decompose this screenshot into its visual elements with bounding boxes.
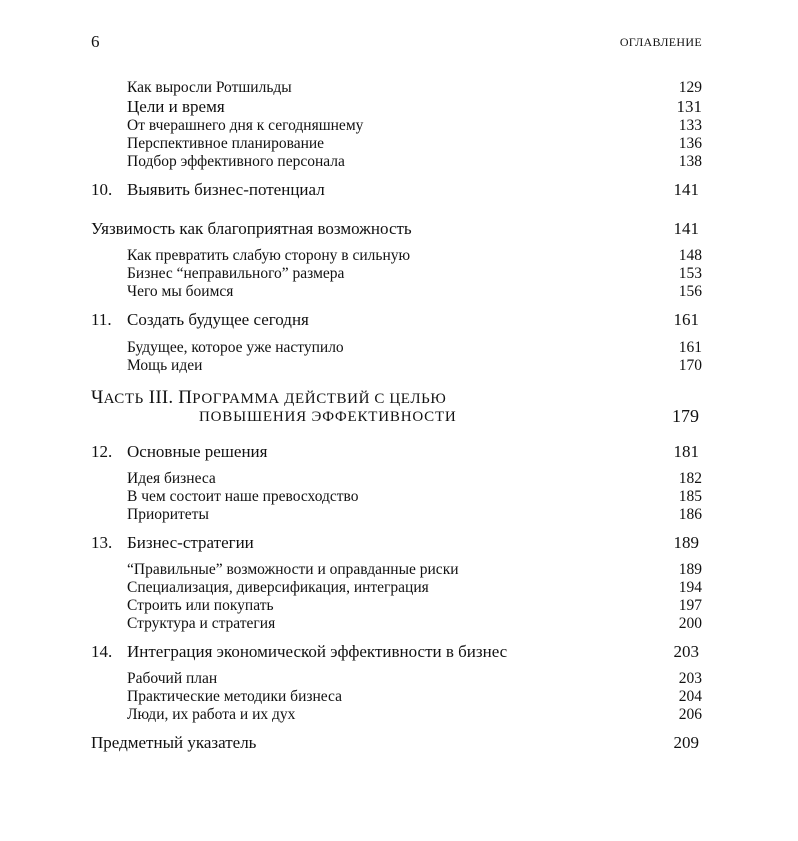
toc-entry-title: Бизнес “неправильного” размера (127, 265, 345, 282)
part-title-rest: РОГРАММА ДЕЙСТВИЙ С ЦЕЛЬЮ (192, 391, 447, 407)
toc-entry[interactable] (0, 687, 798, 707)
toc-entry[interactable] (0, 152, 798, 172)
part-numeral: III. (148, 387, 174, 408)
toc-entry-page: 129 (678, 79, 702, 96)
toc-chapter-10[interactable] (0, 180, 798, 200)
chapter-number: 14. (91, 642, 113, 661)
toc-entry-title: Как выросли Ротшильды (127, 79, 292, 96)
toc-entry[interactable] (0, 78, 798, 98)
toc-entry[interactable] (0, 246, 798, 266)
toc-entry-title: Мощь идеи (127, 357, 203, 374)
section-page: 209 (673, 733, 699, 752)
toc-entry-page: 170 (678, 357, 702, 374)
toc-entry-title: Приоритеты (127, 506, 209, 523)
toc-entry-page: 194 (678, 579, 702, 596)
toc-entry[interactable] (0, 705, 798, 725)
toc-entry-title: Специализация, диверсификация, интеграция (127, 579, 429, 596)
toc-entry-page: 197 (678, 597, 702, 614)
toc-chapter-14[interactable] (0, 642, 798, 662)
section-page: 141 (673, 219, 699, 238)
part-label-rest: АСТЬ (103, 391, 144, 407)
toc-entry[interactable] (0, 116, 798, 136)
toc-entry[interactable] (0, 264, 798, 284)
section-title: Предметный указатель (91, 733, 257, 752)
toc-entry-title: От вчерашнего дня к сегодняшнему (127, 117, 364, 134)
toc-entry-title: Практические методики бизнеса (127, 688, 342, 705)
toc-entry-page: 153 (678, 265, 702, 282)
toc-entry[interactable] (0, 338, 798, 358)
page-number: 6 (91, 32, 100, 51)
toc-chapter-13[interactable] (0, 533, 798, 553)
toc-entry-title: Чего мы боимся (127, 283, 234, 300)
toc-entry[interactable] (0, 469, 798, 489)
toc-entry-title: Строить или покупать (127, 597, 274, 614)
toc-entry[interactable] (0, 578, 798, 598)
chapter-number: 11. (91, 310, 112, 329)
toc-entry-title: В чем состоит наше превосходство (127, 488, 359, 505)
toc-entry-page: 136 (678, 135, 702, 152)
toc-entry[interactable] (0, 596, 798, 616)
chapter-title: Выявить бизнес-потенциал (127, 180, 325, 199)
toc-entry[interactable] (0, 282, 798, 302)
toc-entry-title: Как превратить слабую сторону в сильную (127, 247, 411, 264)
part-title-line2[interactable]: ПОВЫШЕНИЯ ЭФФЕКТИВНОСТИ (199, 409, 457, 425)
toc-entry-page: 186 (678, 506, 702, 523)
chapter-number: 12. (91, 442, 113, 461)
toc-entry-page: 200 (678, 615, 702, 632)
toc-entry[interactable] (0, 356, 798, 376)
toc-entry[interactable] (0, 560, 798, 580)
part-title-initial: П (178, 387, 193, 408)
toc-entry-page: 203 (678, 670, 702, 687)
part-page: 179 (672, 406, 699, 426)
toc-entry-page: 185 (678, 488, 702, 505)
toc-entry-page: 133 (678, 117, 702, 134)
toc-entry-title: Цели и время (127, 97, 225, 116)
chapter-number: 10. (91, 180, 113, 199)
toc-entry-page: 138 (678, 153, 702, 170)
toc-section-vulnerability[interactable] (0, 219, 798, 239)
toc-entry-page: 206 (678, 706, 702, 723)
toc-entry-page: 156 (678, 283, 702, 300)
toc-entry-page: 189 (678, 561, 702, 578)
chapter-page: 181 (673, 442, 699, 461)
toc-section-index[interactable] (0, 733, 798, 753)
toc-entry-title: Идея бизнеса (127, 470, 216, 487)
chapter-page: 203 (673, 642, 699, 661)
chapter-title: Основные решения (127, 442, 268, 461)
toc-entry-page: 148 (678, 247, 702, 264)
toc-entry[interactable] (0, 134, 798, 154)
toc-entry-title: Люди, их работа и их дух (127, 706, 296, 723)
chapter-page: 189 (673, 533, 699, 552)
toc-chapter-12[interactable] (0, 442, 798, 462)
toc-entry-title: Структура и стратегия (127, 615, 276, 632)
chapter-title: Бизнес-стратегии (127, 533, 254, 552)
chapter-page: 141 (673, 180, 699, 199)
toc-entry-title: Рабочий план (127, 670, 218, 687)
toc-chapter-11[interactable] (0, 310, 798, 330)
toc-entry[interactable] (0, 614, 798, 634)
toc-entry[interactable] (0, 505, 798, 525)
toc-entry-page: 131 (676, 97, 702, 116)
chapter-number: 13. (91, 533, 113, 552)
toc-entry-title: Перспективное планирование (127, 135, 325, 152)
toc-entry[interactable] (0, 97, 798, 117)
chapter-page: 161 (673, 310, 699, 329)
toc-entry-page: 204 (678, 688, 702, 705)
section-title: Уязвимость как благоприятная возможность (91, 219, 412, 238)
toc-entry[interactable] (0, 669, 798, 689)
running-head: ОГЛАВЛЕНИЕ (619, 35, 702, 49)
toc-entry-title: “Правильные” возможности и оправданные риски (127, 561, 459, 578)
toc-entry-title: Будущее, которое уже наступило (127, 339, 344, 356)
part-label-initial: Ч (91, 387, 104, 408)
toc-entry[interactable] (0, 487, 798, 507)
toc-entry-page: 161 (678, 339, 702, 356)
chapter-title: Интеграция экономической эффективности в бизнес (127, 642, 508, 661)
part-title-line1[interactable] (91, 387, 446, 409)
toc-entry-title: Подбор эффективного персонала (127, 153, 345, 170)
toc-entry-page: 182 (678, 470, 702, 487)
chapter-title: Создать будущее сегодня (127, 310, 309, 329)
